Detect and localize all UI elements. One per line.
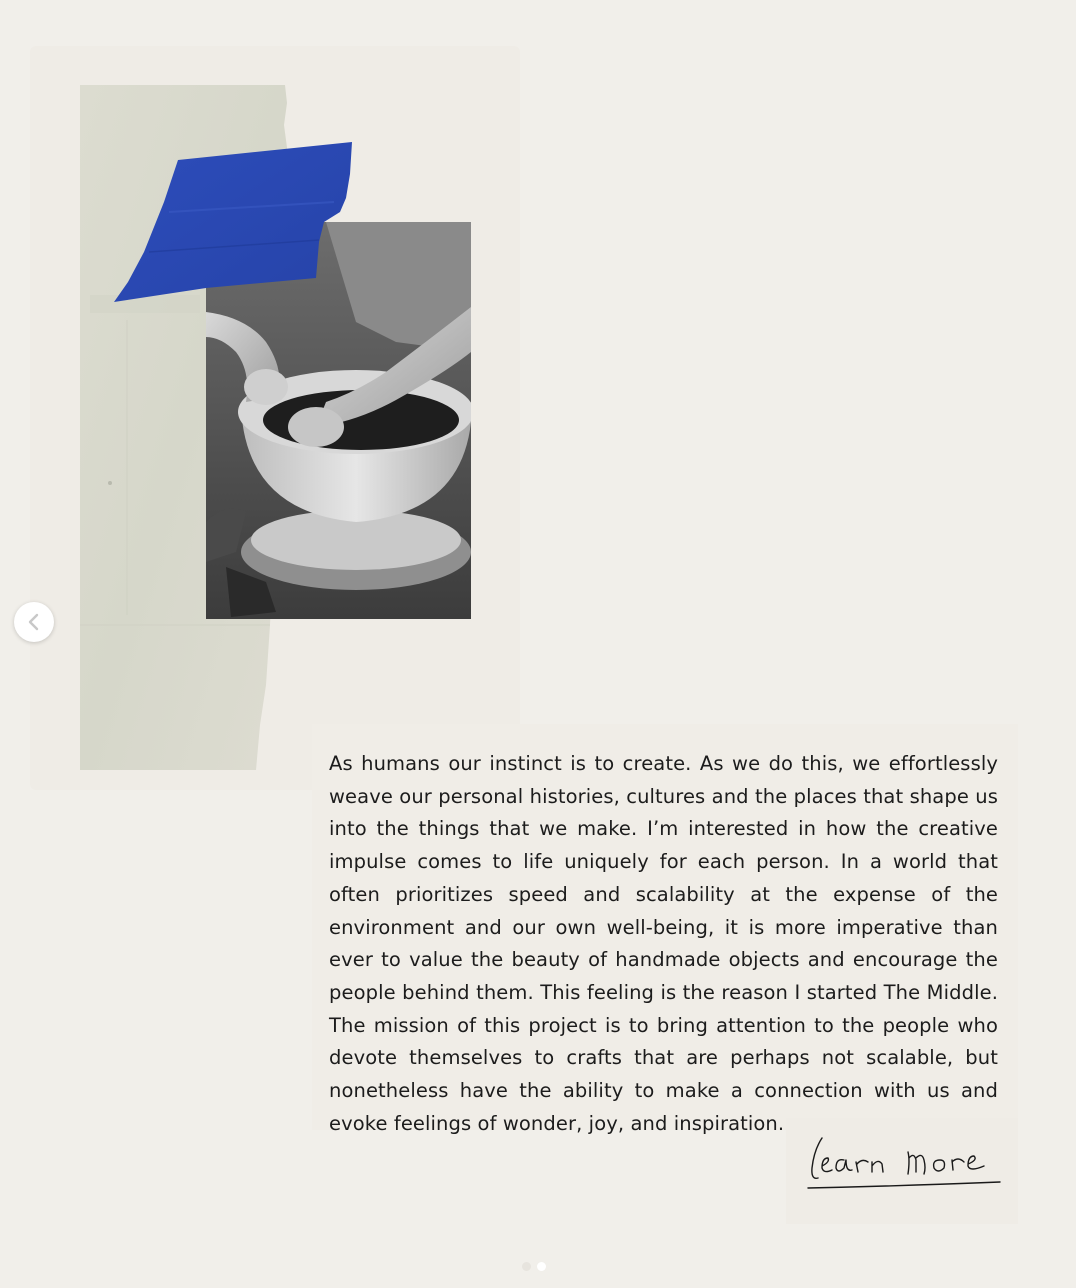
chevron-left-icon — [27, 613, 41, 631]
carousel-dot-2[interactable] — [537, 1262, 546, 1271]
mission-paragraph: As humans our instinct is to create. As we do this, we effortlessly weave our personal histories, cultures and the places that shape us into the things that we make. I’m interested in how the creative impulse comes to life uniquely for each person. In a world that often prioritizes speed and scalability at the expense of the environment and our own well-being, it is more imperative than ever to value the beauty of handmade objects and encourage the people behind them. This feeling is the reason I started The Middle. The mission of this project is to bring attention to the people who devote themselves to crafts that are perhaps not scalable, but nonetheless have the ability to make a connection with us and evoke feelings of wonder, joy, and inspiration. — [329, 752, 998, 1135]
carousel-dot-1[interactable] — [522, 1262, 531, 1271]
carousel-prev-label — [14, 602, 15, 603]
learn-more-link[interactable] — [800, 1128, 1004, 1196]
blue-tape — [114, 142, 354, 304]
learn-more-handwriting — [800, 1128, 1004, 1196]
carousel-prev-button[interactable] — [14, 602, 54, 642]
carousel-dots — [522, 1262, 546, 1271]
